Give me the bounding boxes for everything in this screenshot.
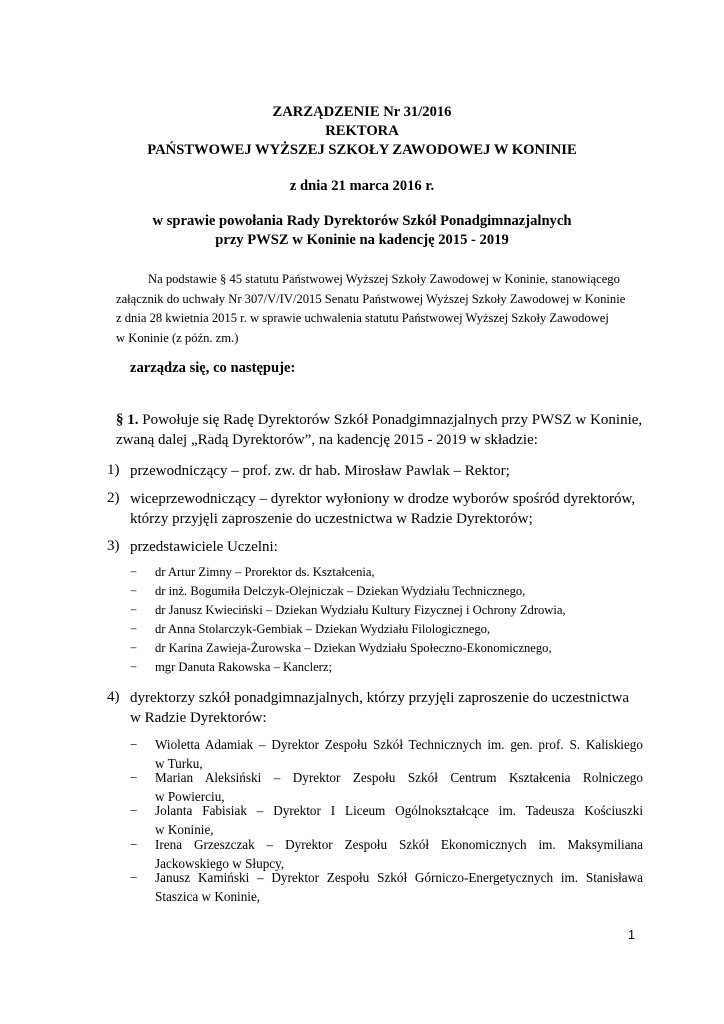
dash-bullet: −: [130, 660, 138, 674]
subject-line-1: w sprawie powołania Rady Dyrektorów Szkół Ponadgimnazjalnych: [152, 213, 572, 229]
dash-bullet: −: [130, 770, 138, 785]
list-item-line: dyrektorzy szkół ponadgimnazjalnych, którzy przyjęli zaproszenie do uczestnictwa: [130, 690, 629, 706]
paragraph-1-line-2: zwaną dalej „Radą Dyrektorów”, na kadencję 2015 - 2019 w składzie:: [116, 432, 538, 448]
header-issuer: REKTORA: [325, 123, 399, 139]
list-item-line: wiceprzewodniczący – dyrektor wyłoniony w drodze wyborów spośród dyrektorów,: [130, 491, 636, 507]
list-item-directors: [130, 688, 629, 728]
header-title: ZARZĄDZENIE Nr 31/2016: [272, 104, 452, 120]
page-number: 1: [628, 928, 636, 942]
list-item-chair: [130, 461, 510, 481]
subject-line-2: przy PWSZ w Koninie na kadencję 2015 - 2019: [215, 232, 509, 248]
list-item-vice-chair: [130, 489, 635, 529]
dash-bullet: −: [130, 584, 138, 598]
dash-bullet: −: [130, 603, 138, 617]
header-institution: PAŃSTWOWEJ WYŻSZEJ SZKOŁY ZAWODOWEJ W KONINIE: [147, 142, 577, 158]
intro-paragraph: [116, 270, 638, 349]
dash-bullet: −: [130, 641, 138, 655]
list-item-line: przedstawiciele Uczelni:: [130, 539, 278, 555]
list-item-line: w Radzie Dyrektorów:: [130, 710, 267, 726]
list-item-line: przewodniczący – prof. zw. dr hab. Mirosław Pawlak – Rektor;: [130, 463, 510, 479]
dash-bullet: −: [130, 870, 138, 885]
intro-line: Na podstawie § 45 statutu Państwowej Wyższej Szkoły Zawodowej w Koninie, stanowiącego: [148, 272, 620, 286]
intro-line: w Koninie (z późn. zm.): [116, 331, 239, 346]
list-number: 1): [107, 462, 120, 478]
dash-bullet: −: [130, 737, 138, 752]
decree-line: zarządza się, co następuje:: [130, 360, 296, 376]
document-page: ZARZĄDZENIE Nr 31/2016 REKTORA PAŃSTWOWEJ WYŻSZEJ SZKOŁY ZAWODOWEJ W KONINIE z dnia 21 marca 2016 r. w sprawie powołania Rady Dyrektorów Szkół Ponadgimnazjalnych przy PWSZ w Koninie na kadencję 2015 - 2019 Na podstawie § 45 statutu Państwowej Wyższej Szkoły Zawodowej w Koninie, stanowiącego załącznik do uchwały Nr 307/V/IV/2015 Senatu Państwowej Wyższej Szkoły Zawodowej w Koninie z dnia 28 kwietnia 2015 r. w sprawie uchwalenia statutu Państwowej Wyższej Szkoły Zawodowej w Koninie (z późn. zm.) zarządza się, co następuje: § 1. Powołuje się Radę Dyrektorów Szkół Ponadgimnazjalnych przy PWSZ w Koninie, zwaną dalej „Radą Dyrektorów”, na kadencję 2015 - 2019 w składzie: 1) przewodniczący – prof. zw. dr hab. Mirosław Pawlak – Rektor; 2) wiceprzewodniczący – dyrektor wyłoniony w drodze wyborów spośród dyrektorów, którzy przyjęli zaproszenie do uczestnictwa w Radzie Dyrektorów; 3) przedstawiciele Uczelni: − dr Artur Zimny – Prorektor ds. Kształcenia, − dr inż. Bogumiła Delczyk-Olejniczak – Dziekan Wydziału Technicznego, − dr Janusz Kwieciński – Dziekan Wydziału Kultury Fizycznej i Ochrony Zdrowia, − dr Anna Stolarczyk-Gembiak – Dziekan Wydziału Filologicznego, − dr Karina Zawieja-Żurowska – Dziekan Wydziału Społeczno-Ekonomicznego, − mgr Danuta Rakowska – Kanclerz; 4) dyrektorzy szkół ponadgimnazjalnych, którzy przyjęli zaproszenie do uczestnictwa w Radzie Dyrektorów: − Wioletta Adamiak – Dyrektor Zespołu Szkół Technicznych im. gen. prof. S. Kaliskiego w Turku, − Marian Aleksiński – Dyrektor Zespołu Szkół Centrum Kształcenia Rolniczego w Powierciu, − Jolanta Fabisiak – Dyrektor I Liceum Ogólnokształcące im. Tadeusza Kościuszki w Koninie, − Irena Grzeszczak – Dyrektor Zespołu Szkół Ekonomicznych im. Maksymiliana Jackowskiego w Słupcy, − Janusz Kamiński – Dyrektor Zespołu Szkół Górniczo-Energetycznych im. Stanisława Staszica w Koninie, 1: [0, 0, 724, 1024]
dash-bullet: −: [130, 622, 138, 636]
paragraph-1: [116, 410, 643, 450]
list-number: 3): [107, 538, 120, 554]
intro-line: załącznik do uchwały Nr 307/V/IV/2015 Senatu Państwowej Wyższej Szkoły Zawodowej w Koninie: [116, 291, 626, 306]
subject: [0, 212, 724, 250]
list-item-line: którzy przyjęli zaproszenie do uczestnictwa w Radzie Dyrektorów;: [130, 511, 533, 527]
dash-bullet: −: [130, 565, 138, 579]
dash-bullet: −: [130, 803, 138, 818]
list-number: 4): [107, 689, 120, 705]
document-header: [0, 103, 724, 160]
list-item-university-reps: [130, 537, 278, 557]
intro-line: z dnia 28 kwietnia 2015 r. w sprawie uchwalenia statutu Państwowej Wyższej Szkoły Zawodowej: [116, 311, 609, 326]
paragraph-1-line-1: Powołuje się Radę Dyrektorów Szkół Ponadgimnazjalnych przy PWSZ w Koninie,: [142, 412, 643, 428]
header-date: z dnia 21 marca 2016 r.: [289, 178, 435, 194]
paragraph-mark: § 1.: [116, 412, 139, 428]
dash-bullet: −: [130, 837, 138, 852]
list-number: 2): [107, 490, 120, 506]
